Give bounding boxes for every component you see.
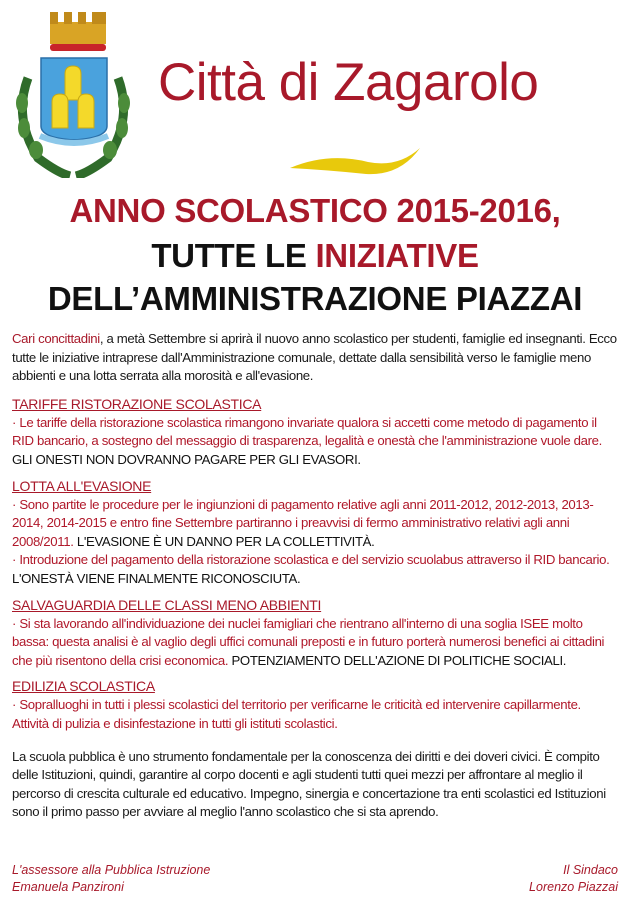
- body-content: [12, 330, 620, 822]
- bullet-item: [12, 696, 620, 733]
- signature-sindaco: [529, 862, 618, 896]
- bullet-text: · Sopralluoghi in tutti i plessi scolastici del territorio per verificarne le criticità ed intervenire capillarmente. Attività di pulizia e disinfestazione in tutti gli istituti scolastici.: [12, 697, 581, 731]
- section-edilizia: [12, 677, 620, 733]
- signature-role: Il Sindaco: [563, 863, 618, 877]
- bullet-item: [12, 496, 620, 552]
- signature-name: Emanuela Panzironi: [12, 880, 124, 894]
- coat-of-arms-icon: [8, 8, 138, 178]
- bullet-item: [12, 551, 620, 588]
- bullet-emphasis: POTENZIAMENTO DELL'AZIONE DI POLITICHE SOCIALI.: [231, 652, 567, 668]
- bullet-text: · Sono partite le procedure per le ingiunzioni di pagamento relative agli anni 2011-2012, 2012-2013, 2013-2014, 2014-2015 e entro fine Settembre partiranno i preavvisi di fermo amministrativo relativi agli anni 2008/2011.: [12, 496, 594, 549]
- section-evasione: [12, 477, 620, 589]
- bullet-item: [12, 414, 620, 470]
- bullet-text: · Le tariffe della ristorazione scolastica rimangono invariate qualora si accetti come metodo di pagamento il RID bancario, a sostegno del messaggio di trasparenza, legalità e onestà che l'amministrazione vuole dare.: [12, 414, 602, 449]
- headline-line-2: [0, 237, 630, 275]
- headline-line-1: ANNO SCOLASTICO 2015-2016,: [69, 192, 561, 229]
- section-heading: SALVAGUARDIA DELLE CLASSI MENO ABBIENTI: [12, 596, 322, 613]
- bullet-emphasis: L'ONESTÀ VIENE FINALMENTE RICONOSCIUTA.: [12, 570, 301, 586]
- bullet-emphasis: L'EVASIONE È UN DANNO PER LA COLLETTIVITÀ.: [76, 533, 375, 549]
- intro-paragraph: [12, 330, 620, 386]
- section-tariffe: [12, 395, 620, 470]
- signature-name: Lorenzo Piazzai: [529, 880, 618, 894]
- section-heading: LOTTA ALL'EVASIONE: [12, 477, 152, 494]
- closing-paragraph: La scuola pubblica è uno strumento fondamentale per la conoscenza dei diritti e dei doveri civici. È compito delle Istituzioni, quindi, garantire al corpo docenti e agli studenti tutti quei mezzi per affrontare al meglio il percorso di crescita culturale ed educativo. Impegno, sinergia e concertazione tra enti scolastici ed Istituzioni sono il primo passo per avviare al meglio l'anno scolastico che si sta aprendo.: [12, 748, 606, 820]
- bullet-emphasis: GLI ONESTI NON DOVRANNO PAGARE PER GLI EVASORI.: [12, 451, 361, 467]
- bullet-text: · Si sta lavorando all'individuazione dei nuclei famigliari che rientrano all'interno di una soglia ISEE molto bassa: questa analisi è al vaglio degli uffici comunali preposti e in futuro porterà numerosi benefici ai cittadini che più risentono della crisi economica.: [12, 615, 605, 668]
- headline-line-2-red: INIZIATIVE: [315, 237, 479, 274]
- section-salvaguardia: [12, 596, 620, 671]
- signature-role: L'assessore alla Pubblica Istruzione: [12, 863, 211, 877]
- section-heading: TARIFFE RISTORAZIONE SCOLASTICA: [12, 395, 262, 412]
- headline-line-2-black: TUTTE LE: [151, 237, 316, 274]
- intro-greeting: Cari concittadini: [12, 331, 100, 346]
- yellow-swoosh-icon: [288, 146, 423, 178]
- city-title: Città di Zagarolo: [158, 53, 539, 112]
- signature-assessore: [12, 862, 210, 896]
- intro-text: , a metà Settembre si aprirà il nuovo anno scolastico per studenti, famiglie ed insegnanti. Ecco tutte le iniziative intraprese dall'Amministrazione comunale, dettate dalla sensibilità verso le famiglie meno abbienti e una lotta serrata alla morosità e all'evasione.: [12, 331, 617, 384]
- section-heading: EDILIZIA SCOLASTICA: [12, 678, 155, 695]
- headline-line-3: DELL’AMMINISTRAZIONE PIAZZAI: [47, 280, 583, 317]
- bullet-item: [12, 615, 620, 671]
- bullet-text: · Introduzione del pagamento della ristorazione scolastica e del servizio scuolabus attraverso il RID bancario.: [12, 552, 610, 568]
